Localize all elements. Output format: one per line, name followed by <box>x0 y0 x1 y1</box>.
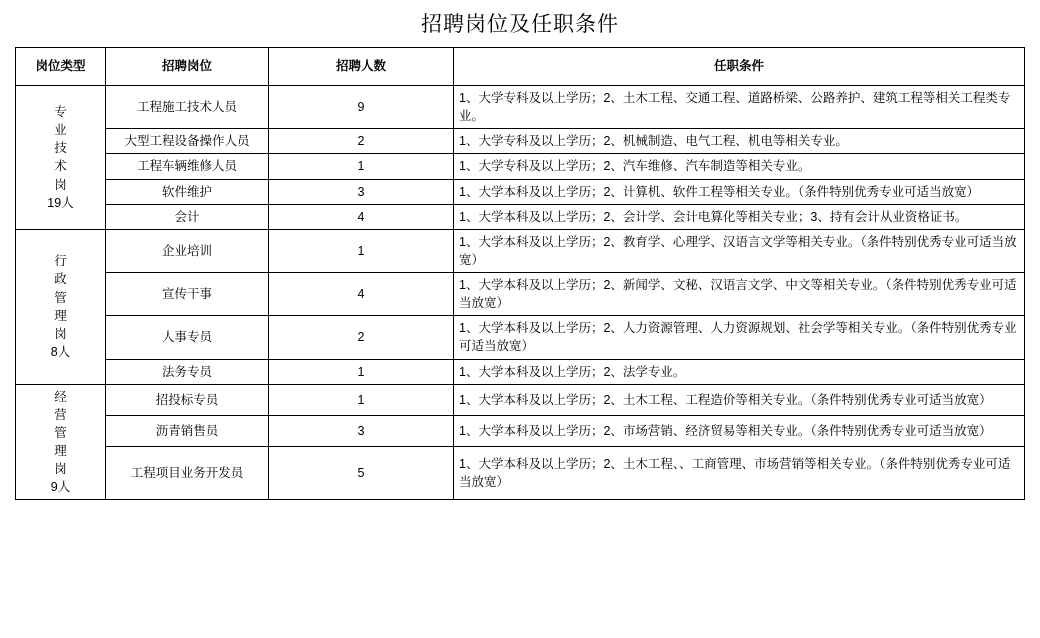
post-cell: 大型工程设备操作人员 <box>106 129 269 154</box>
category-line: 19人 <box>47 195 74 210</box>
category-cell-technical <box>16 86 106 230</box>
page-title: 招聘岗位及任职条件 <box>421 12 619 36</box>
headcount-cell: 2 <box>269 316 454 359</box>
category-line: 岗 <box>54 462 67 477</box>
table-row <box>16 384 1025 415</box>
table-row <box>16 359 1025 384</box>
table-row <box>16 316 1025 359</box>
recruitment-table <box>15 47 1025 500</box>
requirement-cell: 1、大学专科及以上学历；2、汽车维修、汽车制造等相关专业。 <box>454 154 1025 179</box>
category-line: 8人 <box>50 344 71 359</box>
category-line: 理 <box>54 444 67 458</box>
table-row <box>16 179 1025 204</box>
headcount-cell: 1 <box>269 154 454 179</box>
category-line: 管 <box>54 425 67 440</box>
category-line: 术 <box>54 159 67 174</box>
category-line: 经 <box>54 389 67 404</box>
column-header-requirements: 任职条件 <box>454 48 1025 86</box>
category-line: 技 <box>54 141 67 156</box>
category-line: 专 <box>54 105 67 119</box>
category-line: 岗 <box>54 326 67 341</box>
requirement-cell: 1、大学本科及以上学历；2、会计学、会计电算化等相关专业；3、持有会计从业资格证书。 <box>454 204 1025 229</box>
headcount-cell: 1 <box>269 359 454 384</box>
category-line: 岗 <box>54 177 67 192</box>
requirement-cell: 1、大学本科及以上学历；2、人力资源管理、人力资源规划、社会学等相关专业。（条件特别优秀专业可适当放宽） <box>454 316 1025 359</box>
column-header-job-post: 招聘岗位 <box>106 48 269 86</box>
column-header-job-type: 岗位类型 <box>16 48 106 86</box>
headcount-cell: 2 <box>269 129 454 154</box>
requirement-cell: 1、大学本科及以上学历；2、土木工程、工程造价等相关专业。（条件特别优秀专业可适当放宽） <box>454 384 1025 415</box>
category-cell-business <box>16 384 106 500</box>
table-body <box>16 86 1025 500</box>
post-cell: 招投标专员 <box>106 384 269 415</box>
headcount-cell: 1 <box>269 229 454 272</box>
category-line: 营 <box>54 407 67 422</box>
post-cell: 软件维护 <box>106 179 269 204</box>
category-line: 理 <box>54 308 67 323</box>
category-line: 业 <box>54 123 67 138</box>
requirement-cell: 1、大学本科及以上学历；2、新闻学、文秘、汉语言文学、中文等相关专业。（条件特别优秀专业可适当放宽） <box>454 273 1025 316</box>
headcount-cell: 4 <box>269 204 454 229</box>
requirement-cell: 1、大学本科及以上学历；2、市场营销、经济贸易等相关专业。（条件特别优秀专业可适当放宽） <box>454 415 1025 446</box>
category-line: 9人 <box>50 480 71 495</box>
post-cell: 会计 <box>106 204 269 229</box>
requirement-cell: 1、大学本科及以上学历；2、土木工程、、工商管理、市场营销等相关专业。（条件特别优秀专业可适当放宽） <box>454 446 1025 500</box>
table-row <box>16 154 1025 179</box>
post-cell: 工程项目业务开发员 <box>106 446 269 500</box>
requirement-cell: 1、大学专科及以上学历；2、机械制造、电气工程、机电等相关专业。 <box>454 129 1025 154</box>
post-cell: 法务专员 <box>106 359 269 384</box>
headcount-cell: 1 <box>269 384 454 415</box>
table-row <box>16 204 1025 229</box>
headcount-cell: 9 <box>269 86 454 129</box>
requirement-cell: 1、大学本科及以上学历；2、计算机、软件工程等相关专业。（条件特别优秀专业可适当放宽） <box>454 179 1025 204</box>
requirement-cell: 1、大学本科及以上学历；2、教育学、心理学、汉语言文学等相关专业。（条件特别优秀专业可适当放宽） <box>454 229 1025 272</box>
requirement-cell: 1、大学专科及以上学历；2、土木工程、交通工程、道路桥梁、公路养护、建筑工程等相关工程类专业。 <box>454 86 1025 129</box>
headcount-cell: 5 <box>269 446 454 500</box>
table-header <box>16 48 1025 86</box>
post-cell: 工程车辆维修人员 <box>106 154 269 179</box>
table-row <box>16 86 1025 129</box>
category-line: 行 <box>54 254 67 269</box>
table-row <box>16 229 1025 272</box>
table-row <box>16 129 1025 154</box>
table-row <box>16 273 1025 316</box>
post-cell: 人事专员 <box>106 316 269 359</box>
requirement-cell: 1、大学本科及以上学历；2、法学专业。 <box>454 359 1025 384</box>
post-cell: 沥青销售员 <box>106 415 269 446</box>
category-line: 管 <box>54 290 67 305</box>
headcount-cell: 3 <box>269 415 454 446</box>
post-cell: 宣传干事 <box>106 273 269 316</box>
post-cell: 工程施工技术人员 <box>106 86 269 129</box>
category-cell-administrative <box>16 229 106 384</box>
headcount-cell: 4 <box>269 273 454 316</box>
category-line: 政 <box>54 272 67 287</box>
headcount-cell: 3 <box>269 179 454 204</box>
column-header-headcount: 招聘人数 <box>269 48 454 86</box>
table-row <box>16 446 1025 500</box>
post-cell: 企业培训 <box>106 229 269 272</box>
table-row <box>16 415 1025 446</box>
table-header-row <box>16 48 1025 86</box>
